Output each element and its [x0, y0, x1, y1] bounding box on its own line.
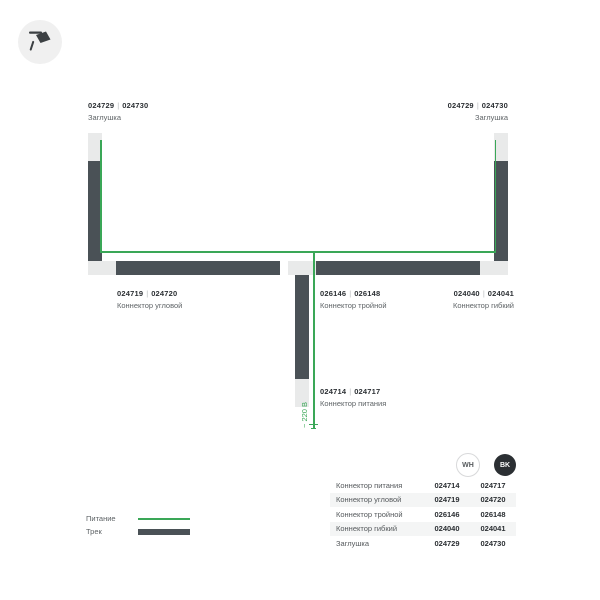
- label-flexible-code-wh: 024040: [453, 289, 480, 298]
- label-cap-left-title: Заглушка: [88, 113, 122, 122]
- table-row-wh: 024719: [434, 495, 460, 505]
- column-chip-wh: WH: [456, 453, 480, 477]
- label-cap-right-code-wh: 024729: [447, 101, 474, 110]
- power-line-center-down: [313, 268, 315, 428]
- cap-block-right: [494, 133, 508, 161]
- table-header: [330, 452, 516, 478]
- label-power-connector: 024714 | 024717 Коннектор питания: [320, 387, 387, 408]
- label-triple-title: Коннектор тройной: [320, 301, 387, 310]
- track-vertical-center: [295, 275, 309, 379]
- table-row-name: Коннектор угловой: [336, 495, 402, 505]
- brand-logo-badge: [18, 20, 62, 64]
- legend-swatch-power: [138, 518, 190, 520]
- label-cap-left-code-bk: 024730: [122, 101, 149, 110]
- label-cap-left: 024729 | 024730 Заглушка: [88, 101, 149, 122]
- label-flexible-title: Коннектор гибкий: [452, 301, 514, 310]
- table-row: [330, 522, 516, 537]
- corner-block-left: [88, 261, 116, 275]
- track-spotlight-icon: [27, 29, 53, 55]
- label-triple-code-bk: 026148: [354, 289, 381, 298]
- label-cap-left-code-wh: 024729: [88, 101, 115, 110]
- table-row: [330, 493, 516, 508]
- label-corner-code-wh: 024719: [117, 289, 144, 298]
- triple-connector-block: [288, 261, 316, 275]
- legend-item-power-label: Питание: [86, 514, 116, 523]
- track-vertical-right: [494, 161, 508, 261]
- voltage-tick-lower: [311, 428, 316, 429]
- label-cap-right-title: Заглушка: [474, 113, 508, 122]
- table-row-bk: 024730: [480, 538, 506, 548]
- label-power-code-bk: 024717: [354, 387, 381, 396]
- label-corner-title: Коннектор угловой: [117, 301, 183, 310]
- legend-swatch-track: [138, 529, 190, 535]
- table-row-bk: 024720: [480, 495, 506, 505]
- legend-item-track: [86, 525, 190, 538]
- label-power-code-wh: 024714: [320, 387, 347, 396]
- voltage-label: ~ 220 В: [300, 401, 309, 428]
- table-row-name: Коннектор питания: [336, 480, 403, 490]
- table-row: [330, 478, 516, 493]
- label-corner-connector: 024719 | 024720 Коннектор угловой: [117, 289, 183, 310]
- legend-item-power: [86, 512, 190, 525]
- track-horizontal-left: [116, 261, 280, 275]
- track-horizontal-right: [316, 261, 480, 275]
- table-row-bk: 024717: [480, 480, 506, 490]
- table-row: [330, 507, 516, 522]
- power-line-horizontal-left: [100, 251, 314, 253]
- column-chip-bk: BK: [494, 454, 516, 476]
- label-cap-right: 024729 | 024730 Заглушка: [360, 100, 508, 123]
- table-row-wh: 024729: [434, 538, 460, 548]
- product-code-table: [330, 452, 516, 551]
- label-triple-connector: 026146 | 026148 Коннектор тройной: [320, 289, 387, 310]
- label-flexible-connector: 024040 | 024041 Коннектор гибкий: [390, 288, 514, 311]
- table-row-wh: 024040: [434, 524, 460, 534]
- table-row-bk: 026148: [480, 509, 506, 519]
- flexible-connector-block: [480, 261, 508, 275]
- label-power-title: Коннектор питания: [320, 399, 387, 408]
- label-cap-right-code-bk: 024730: [481, 101, 508, 110]
- table-row: [330, 536, 516, 551]
- legend: [86, 512, 190, 538]
- legend-item-track-label: Трек: [86, 527, 102, 536]
- power-line-vertical-left: [100, 140, 102, 252]
- voltage-tick-upper: [309, 424, 318, 425]
- power-line-horizontal-right: [314, 251, 496, 253]
- label-flexible-code-bk: 024041: [487, 289, 514, 298]
- table-row-bk: 024041: [480, 524, 506, 534]
- table-row-wh: 026146: [434, 509, 460, 519]
- label-triple-code-wh: 026146: [320, 289, 347, 298]
- power-line-vertical-right: [495, 140, 497, 252]
- table-row-name: Коннектор тройной: [336, 509, 403, 519]
- table-row-name: Заглушка: [336, 538, 370, 548]
- table-row-name: Коннектор гибкий: [336, 524, 398, 534]
- label-corner-code-bk: 024720: [151, 289, 178, 298]
- power-line-center-up: [313, 251, 315, 269]
- table-row-wh: 024714: [434, 480, 460, 490]
